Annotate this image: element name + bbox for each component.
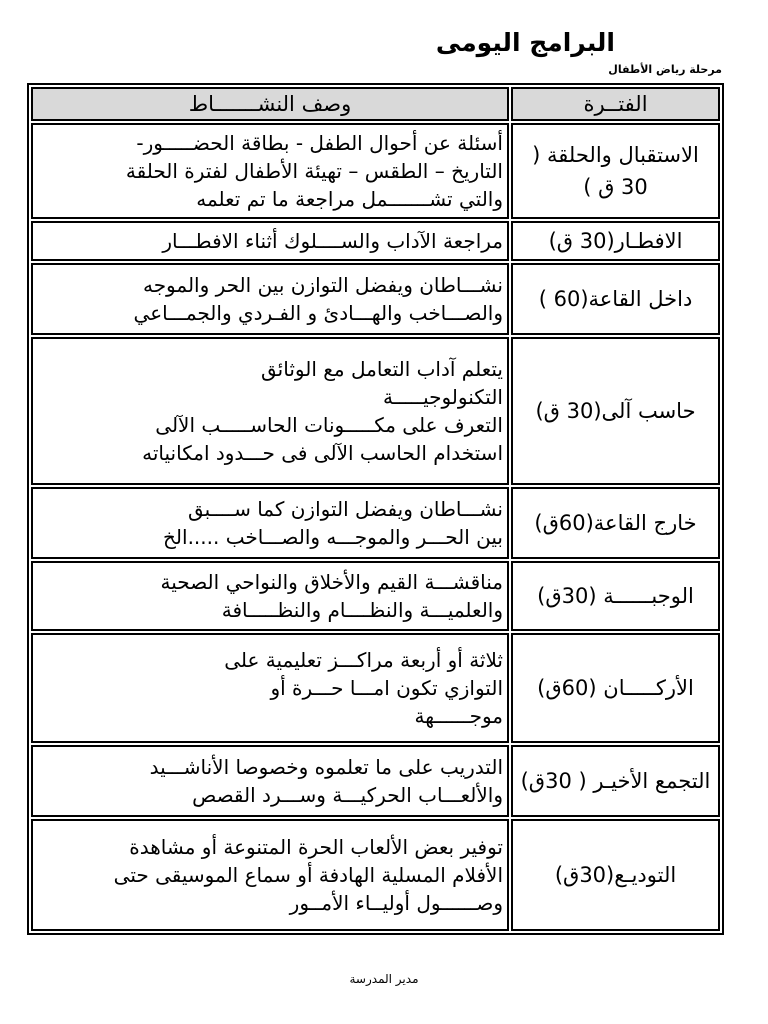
description-line: التوازي تكون امـــا حـــرة أو xyxy=(270,676,503,700)
description-cell xyxy=(31,745,509,817)
page-title: البرامج اليومى xyxy=(435,28,615,57)
description-cell xyxy=(31,633,509,743)
table-row xyxy=(31,123,720,219)
description-cell xyxy=(31,337,509,485)
description-line: وصــــــول أوليــاء الأمــور xyxy=(289,891,503,915)
description-line: بين الحـــر والموجـــه والصـــاخب .....الخ xyxy=(163,525,503,549)
description-cell xyxy=(31,561,509,631)
description-line: مناقشـــة القيم والأخلاق والنواحي الصحية xyxy=(160,570,503,594)
table-row xyxy=(31,819,720,931)
period-cell: التوديـع(30ق) xyxy=(511,819,720,931)
table-row xyxy=(31,561,720,631)
description-line: الأفلام المسلية الهادفة أو سماع الموسيقى حتى xyxy=(113,863,503,887)
description-line: التاريخ – الطقس – تهيئة الأطفال لفترة الحلقة xyxy=(125,159,503,183)
period-cell: خارج القاعة(60ق) xyxy=(511,487,720,559)
period-cell: الوجبــــــة (30ق) xyxy=(511,561,720,631)
description-line: مراجعة الآداب والســــلوك أثناء الافطـــار xyxy=(162,229,503,253)
description-line: موجــــــهة xyxy=(414,704,503,728)
description-line: التدريب على ما تعلموه وخصوصا الأناشـــيد xyxy=(149,755,503,779)
period-cell: الأركـــــان (60ق) xyxy=(511,633,720,743)
table-row xyxy=(31,263,720,335)
description-cell xyxy=(31,819,509,931)
header-period: الفتــرة xyxy=(511,87,720,121)
description-line: ثلاثة أو أربعة مراكـــز تعليمية على xyxy=(224,648,503,672)
description-line: نشـــاطان ويفضل التوازن كما ســــبق xyxy=(187,497,503,521)
period-cell: حاسب آلى(30 ق) xyxy=(511,337,720,485)
period-cell: الافطـار(30 ق) xyxy=(511,221,720,261)
description-cell xyxy=(31,263,509,335)
description-line: يتعلم آداب التعامل مع الوثائق xyxy=(261,357,503,381)
description-line: توفير بعض الألعاب الحرة المتنوعة أو مشاهدة xyxy=(129,835,503,859)
description-line: استخدام الحاسب الآلى فى حـــدود امكانياته xyxy=(142,441,503,465)
period-cell: داخل القاعة(60 ) xyxy=(511,263,720,335)
description-line: التكنولوجيـــــة xyxy=(383,385,503,409)
description-cell xyxy=(31,487,509,559)
description-cell xyxy=(31,123,509,219)
table-row xyxy=(31,633,720,743)
description-line: التعرف على مكـــــونات الحاســـــب الآلى xyxy=(155,413,503,437)
table-header-row xyxy=(31,87,720,121)
description-line: والعلميـــة والنظــــام والنظـــــافة xyxy=(221,598,503,622)
description-line: والتي تشـــــــمل مراجعة ما تم تعلمه xyxy=(196,187,503,211)
period-cell: التجمع الأخيـر ( 30ق) xyxy=(511,745,720,817)
table-row xyxy=(31,487,720,559)
description-line: أسئلة عن أحوال الطفل - بطاقة الحضـــــور- xyxy=(136,131,503,155)
description-cell xyxy=(31,221,509,261)
footer-signature: مدير المدرسة xyxy=(349,972,419,986)
description-line: والصـــاخب والهـــادئ و الفـردي والجمـــاعي xyxy=(133,301,503,325)
page-subtitle: مرحلة رياض الأطفال xyxy=(608,63,722,76)
header-description: وصف النشـــــــاط xyxy=(31,87,509,121)
table-row xyxy=(31,745,720,817)
description-line: والألعـــاب الحركيـــة وســـرد القصص xyxy=(192,783,503,807)
schedule-table xyxy=(27,83,724,935)
table-row xyxy=(31,221,720,261)
table-row xyxy=(31,337,720,485)
description-line: نشـــاطان ويفضل التوازن بين الحر والموجه xyxy=(142,273,503,297)
period-cell: الاستقبال والحلقة ( 30 ق ) xyxy=(511,123,720,219)
